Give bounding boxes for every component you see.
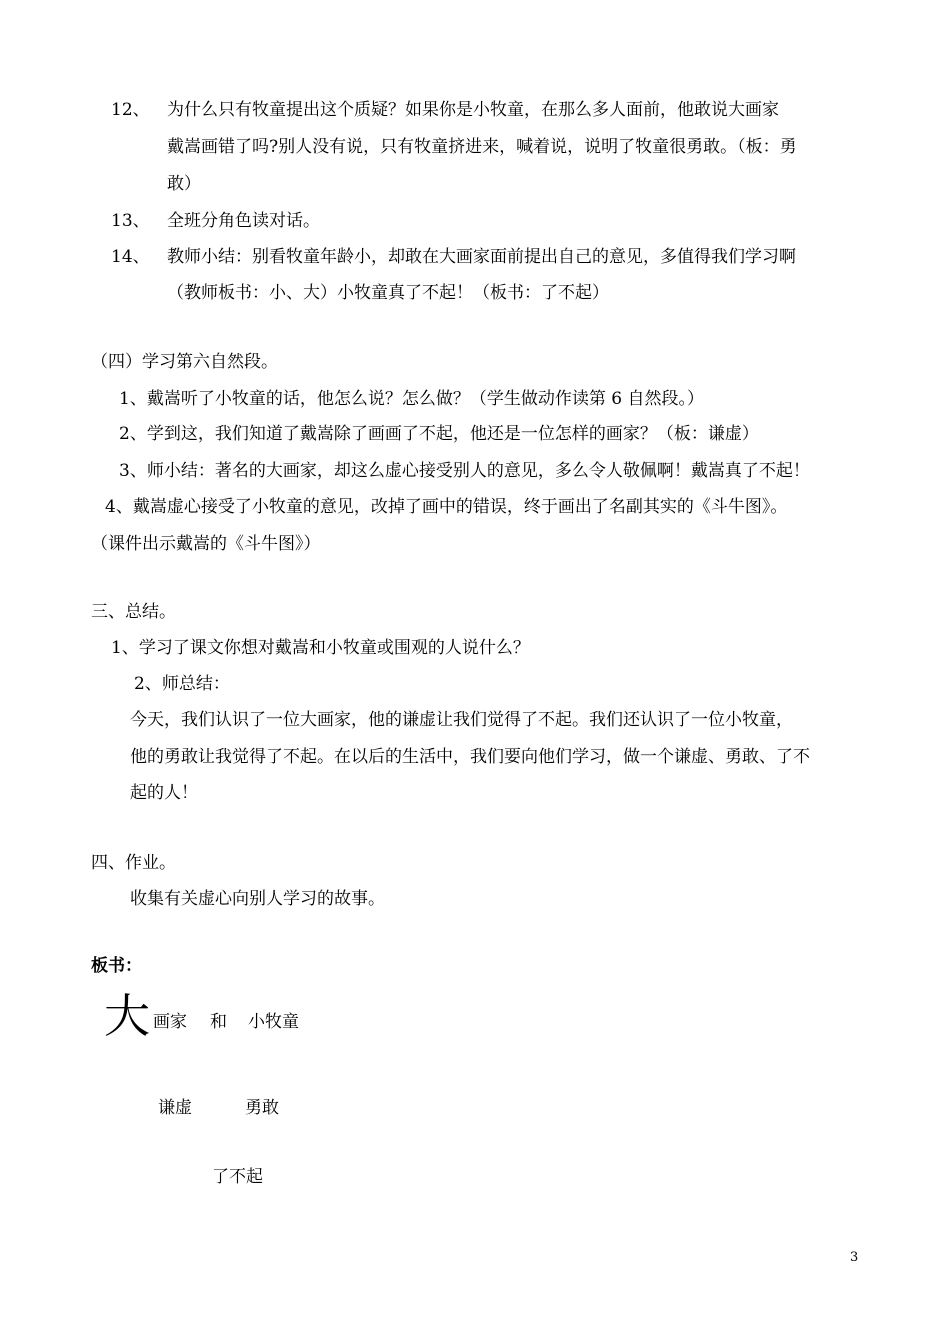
- summary-para-line-1: 今天，我们认识了一位大画家，他的谦虚让我们觉得了不起。我们还认识了一位小牧童，: [130, 710, 793, 730]
- section-four-item-4: 4、戴嵩虚心接受了小牧童的意见，改掉了画中的错误，终于画出了名副其实的《斗牛图》。: [105, 497, 788, 517]
- item-12-line-3: 敢）: [167, 174, 201, 194]
- item-14-line-1: 教师小结：别看牧童年龄小，却敢在大画家面前提出自己的意见，多值得我们学习啊: [167, 247, 796, 267]
- summary-para-line-2: 他的勇敢让我觉得了不起。在以后的生活中，我们要向他们学习，做一个谦虚、勇敢、了不: [130, 747, 810, 767]
- summary-heading: 三、总结。: [91, 602, 176, 622]
- item-number-13: 13、: [111, 211, 150, 231]
- board-label: 板书：: [91, 956, 142, 976]
- summary-para-line-3: 起的人！: [130, 783, 198, 803]
- homework-heading: 四、作业。: [91, 853, 176, 873]
- section-four-heading: （四）学习第六自然段。: [91, 352, 278, 372]
- page-number: 3: [850, 1250, 859, 1265]
- summary-question-2: 2、师总结：: [134, 674, 230, 694]
- board-brave: 勇敢: [245, 1098, 279, 1118]
- section-four-item-3: 3、师小结：著名的大画家，却这么虚心接受别人的意见，多么令人敬佩啊！戴嵩真了不起！: [119, 461, 810, 481]
- board-humble: 谦虚: [158, 1098, 192, 1118]
- item-13-line-1: 全班分角色读对话。: [167, 211, 320, 231]
- homework-text: 收集有关虚心向别人学习的故事。: [130, 889, 385, 909]
- item-number-14: 14、: [111, 247, 150, 267]
- section-four-item-2: 2、学到这，我们知道了戴嵩除了画画了不起，他还是一位怎样的画家？（板：谦虚）: [119, 424, 759, 444]
- item-12-line-2: 戴嵩画错了吗?别人没有说，只有牧童挤进来，喊着说，说明了牧童很勇敢。（板：勇: [167, 137, 797, 157]
- board-great: 了不起: [212, 1167, 263, 1187]
- item-12-line-1: 为什么只有牧童提出这个质疑？如果你是小牧童，在那么多人面前，他敢说大画家: [167, 100, 779, 120]
- board-painter: 画家: [153, 1012, 187, 1032]
- item-number-12: 12、: [111, 100, 150, 120]
- item-14-line-2: （教师板书：小、大）小牧童真了不起！（板书：了不起）: [167, 283, 609, 303]
- section-four-item-5: （课件出示戴嵩的《斗牛图》）: [91, 534, 321, 554]
- section-four-item-1: 1、戴嵩听了小牧童的话，他怎么说？怎么做？（学生做动作读第 6 自然段。）: [119, 389, 704, 409]
- board-big-character: 大: [104, 989, 150, 1043]
- board-shepherd: 小牧童: [248, 1012, 299, 1032]
- summary-question-1: 1、学习了课文你想对戴嵩和小牧童或围观的人说什么？: [111, 638, 530, 658]
- board-and: 和: [210, 1012, 227, 1032]
